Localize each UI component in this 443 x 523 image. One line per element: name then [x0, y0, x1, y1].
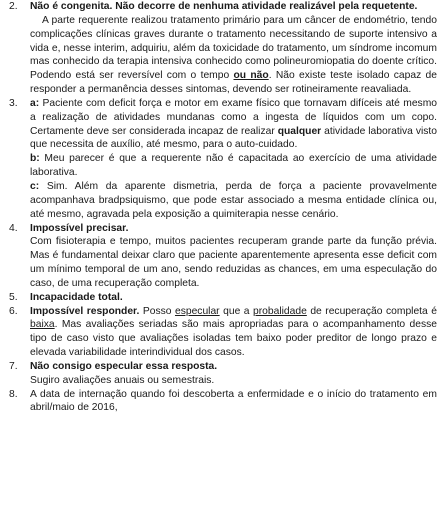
item-paragraph: Com fisioterapia e tempo, muitos pacientes recuperam grande parte da função prévia. Mas é fundamental deixar claro que paciente aparentemente apresenta esse deficit com um mínimo temporal de um ano, sendo reduzidas as chances, em uma especulação do caso, de uma recuperação completa.: [30, 236, 437, 289]
list-item-3: [9, 97, 437, 222]
underlined-text: probalidade: [253, 305, 307, 317]
item-paragraph: [30, 305, 437, 360]
item-number: 4.: [9, 222, 18, 234]
emphasis-text: qualquer: [277, 125, 322, 137]
underlined-text: especular: [174, 305, 220, 317]
list-item-8: [9, 388, 437, 416]
subitem-label: c:: [30, 180, 40, 192]
subitem-label: b:: [30, 153, 40, 165]
list-item-2: [9, 0, 437, 97]
item-body: [30, 291, 437, 305]
paragraph-text: de recuperação completa é: [306, 305, 437, 317]
list-item-4: [9, 222, 437, 291]
emphasis-text: ou não: [233, 70, 269, 82]
paragraph-text: . Mas avaliações seriadas são mais apropriadas para o acompanhamento desse tipo de caso visto que avaliações isoladas tem baixo poder preditor de longo prazo e elevada variabilidade interindividual dos casos.: [30, 319, 437, 359]
item-number: 6.: [9, 305, 18, 317]
item-paragraph: Sugiro avaliações anuais ou semestrais.: [30, 374, 215, 386]
item-body: [30, 305, 437, 360]
list-item-6: [9, 305, 437, 360]
subitem-label: a:: [30, 97, 40, 109]
paragraph-text: Meu parecer é que a requerente não é capacitada ao exercício de uma atividade laborativa.: [30, 153, 437, 179]
item-number: 5.: [9, 291, 18, 303]
paragraph-text: Sim. Além da aparente dismetria, perda de força a paciente provavelmente acompanhava bradpsiquismo, que pode estar associado a mesma entidade clínica ou, até mesmo, agravada pela exposição a quimiterapia nesse cenário.: [30, 180, 437, 220]
item-body: [30, 97, 437, 222]
paragraph-text: Posso: [139, 305, 175, 317]
item-heading: Não consigo especular essa resposta.: [30, 360, 218, 372]
item-body: [30, 222, 437, 291]
item-heading: Não é congenita. Não decorre de nenhuma atividade realizável pela requetente.: [30, 1, 418, 12]
item-heading: Impossível responder.: [30, 305, 140, 317]
item-body: [30, 0, 437, 97]
item-paragraph: [30, 14, 437, 97]
item-paragraph: A data de internação quando foi descoberta a enfermidade e o início do tratamento em abril/maio de 2016,: [30, 388, 437, 414]
item-number: 8.: [9, 388, 18, 400]
list-item-5: [9, 291, 437, 305]
subitem-c: [30, 180, 437, 222]
list-item-7: [9, 360, 437, 388]
item-body: [30, 388, 437, 416]
item-body: [30, 360, 437, 388]
item-heading: Impossível precisar.: [30, 222, 129, 234]
subitem-b: [30, 152, 437, 180]
item-number: 2.: [9, 1, 18, 12]
paragraph-text: Paciente com deficit força e motor em exame físico que tornavam difíceis até mesmo a realização de atividades mundanas como a ingesta de líquidos com um copo. Certamente deve ser considerada incapaz de realizar: [30, 97, 437, 137]
item-number: 3.: [9, 97, 18, 109]
paragraph-text: atividade laborativa visto que necessita de auxílio, até mesmo, para o auto-cuidado.: [30, 125, 437, 151]
item-heading: Incapacidade total.: [30, 291, 123, 303]
paragraph-text: A parte requerente realizou tratamento primário para um câncer de endométrio, tendo complicações clínicas graves durante o tratamento necessitando de suporte intensivo a vida e, nesse interim, adquiriu, além da toxicidade do tratamento, um síndrome incomum mas conhecido da terapia intensiva conhecido como polineuromiopatia do doente crítico. Podendo está ser reversível com o tempo: [30, 14, 437, 82]
item-number: 7.: [9, 360, 18, 372]
underlined-text: baixa: [30, 319, 55, 331]
paragraph-text: . Não existe teste isolado capaz de responder a permanência desses sintomas, devendo ser rotineiramente reavaliada.: [30, 70, 437, 96]
subitem-a: [30, 97, 437, 152]
paragraph-text: que a: [219, 305, 253, 317]
